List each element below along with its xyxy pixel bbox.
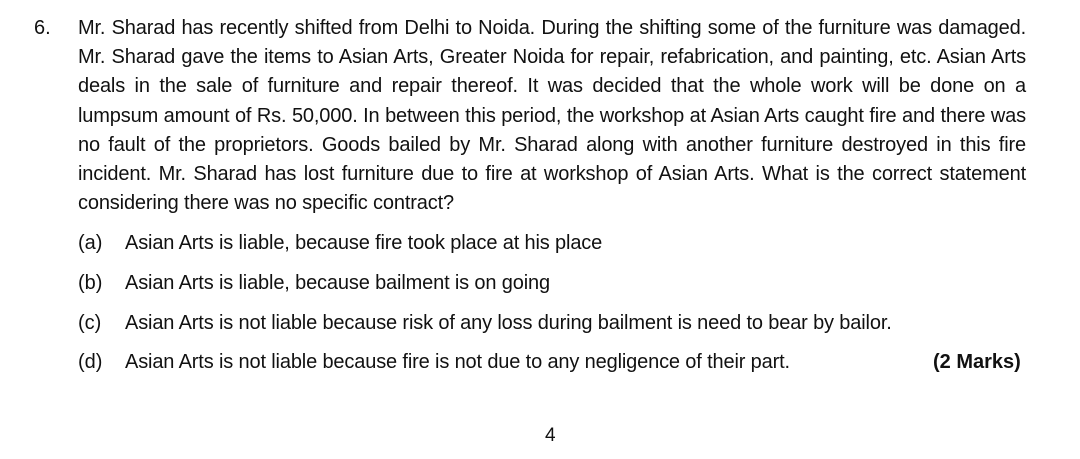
option-letter: (b) — [78, 272, 103, 294]
option-a — [0, 228, 1080, 258]
option-text: Asian Arts is liable, because fire took place at his place — [125, 232, 603, 254]
option-letter: (a) — [78, 232, 103, 254]
option-letter: (c) — [78, 312, 102, 334]
option-text: Asian Arts is not liable because fire is not due to any negligence of their part. — [125, 351, 790, 373]
option-d — [0, 347, 1080, 377]
option-letter: (d) — [78, 351, 103, 373]
option-c — [0, 308, 1080, 338]
option-text: Asian Arts is not liable because risk of any loss during bailment is need to bear by bailor. — [125, 312, 892, 334]
option-text: Asian Arts is liable, because bailment is on going — [125, 272, 550, 294]
option-b — [0, 268, 1080, 298]
page-number: 4 — [545, 425, 556, 446]
question-number: 6. — [34, 17, 51, 39]
top-divider-line — [150, 0, 1050, 3]
marks-label: (2 Marks) — [933, 351, 1021, 373]
question-text: Mr. Sharad has recently shifted from Delhi to Noida. During the shifting some of the furniture was damaged. Mr. Sharad gave the items to Asian Arts, Greater Noida for repair, refabrication, and painting, etc. Asian Arts deals in the sale of furniture and repair thereof. It was decided that the whole work will be done on a lumpsum amount of Rs. 50,000. In between this period, the workshop at Asian Arts caught fire and there was no fault of the proprietors. Goods bailed by Mr. Sharad along with another furniture destroyed in this fire incident. Mr. Sharad has lost furniture due to fire at workshop of Asian Arts. What is the correct statement considering there was no specific contract? — [78, 17, 1026, 215]
